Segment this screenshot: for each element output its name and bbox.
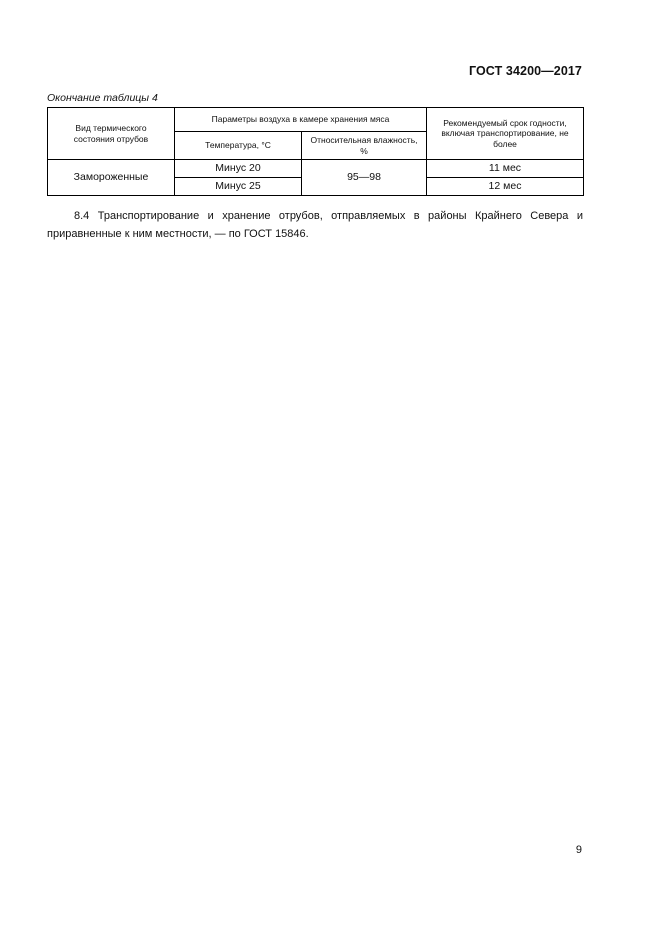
storage-table bbox=[47, 107, 584, 196]
header-temperature: Температура, °С bbox=[175, 132, 302, 160]
page-number: 9 bbox=[575, 844, 582, 856]
cell-shelf-life: 12 мес bbox=[427, 178, 584, 196]
header-shelf-life: Рекомендуемый срок годности, включая транспортирование, не более bbox=[427, 108, 584, 160]
header-state: Вид термического состояния отрубов bbox=[48, 108, 175, 160]
header-humidity: Относительная влажность, % bbox=[302, 132, 427, 160]
cell-temperature: Минус 20 bbox=[175, 160, 302, 178]
table-caption: Окончание таблицы 4 bbox=[47, 92, 158, 104]
cell-humidity: 95—98 bbox=[302, 160, 427, 196]
paragraph-8-4: 8.4 Транспортирование и хранение отрубов, отправляемых в районы Крайнего Севера и приравненные к ним местности, — по ГОСТ 15846. bbox=[47, 210, 583, 240]
cell-shelf-life: 11 мес bbox=[427, 160, 584, 178]
cell-temperature: Минус 25 bbox=[175, 178, 302, 196]
standard-code: ГОСТ 34200—2017 bbox=[468, 64, 582, 78]
cell-state: Замороженные bbox=[48, 160, 175, 196]
header-air-params: Параметры воздуха в камере хранения мяса bbox=[175, 108, 427, 132]
table-row bbox=[48, 160, 584, 178]
table-header-row bbox=[48, 108, 584, 132]
